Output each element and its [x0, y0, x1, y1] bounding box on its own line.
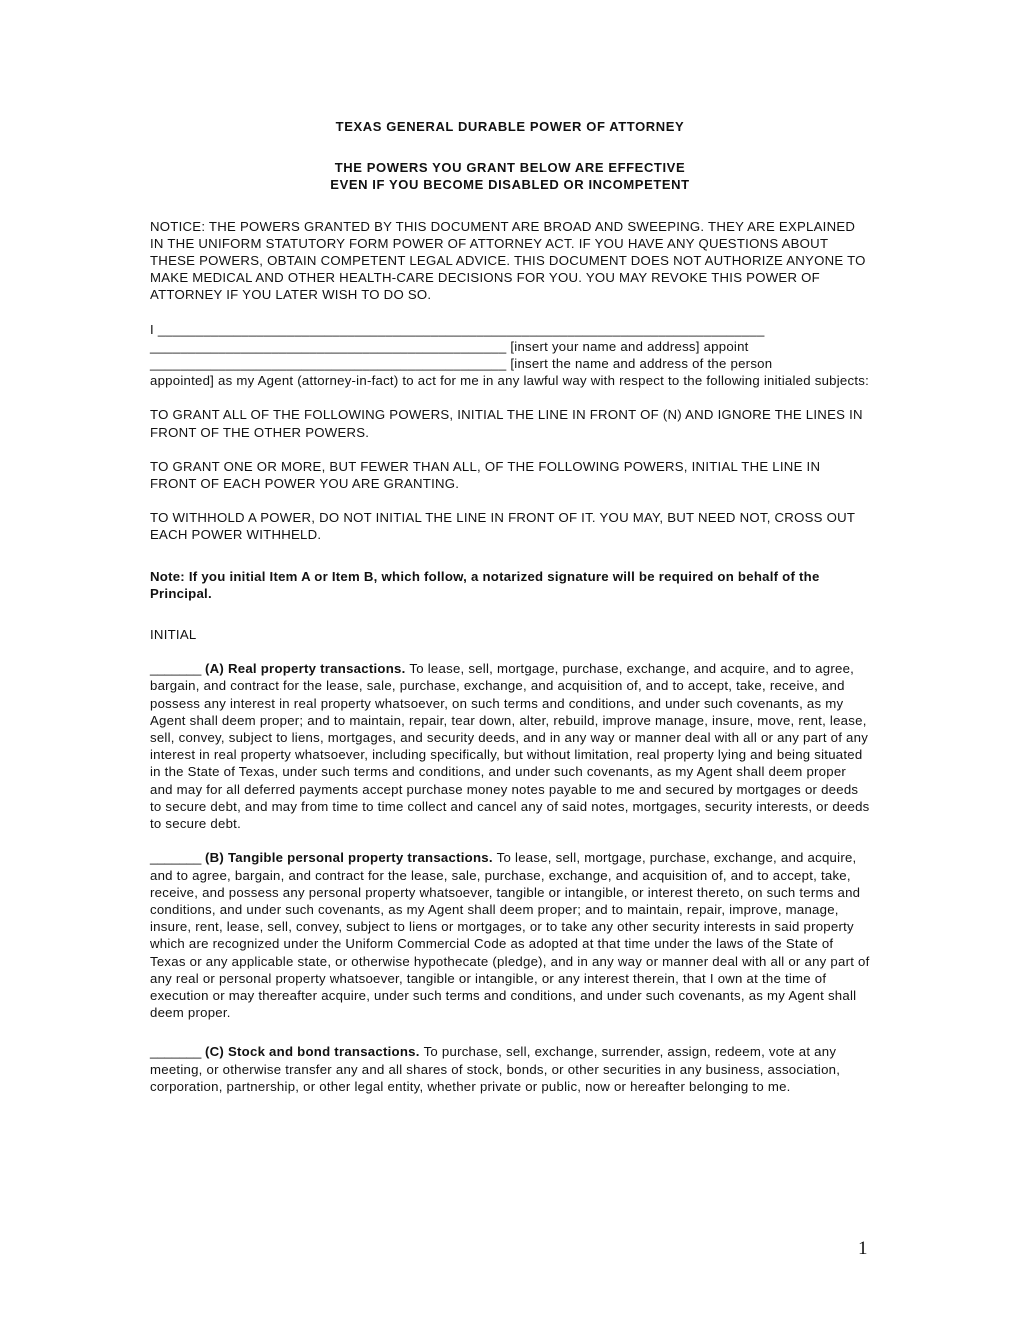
document-subtitle: [150, 159, 870, 193]
instruction-grant-all: TO GRANT ALL OF THE FOLLOWING POWERS, INITIAL THE LINE IN FRONT OF (N) AND IGNORE THE LINES IN FRONT OF THE OTHER POWERS.: [150, 407, 863, 440]
initial-label: INITIAL: [150, 627, 197, 643]
appointment-text: appointed] as my Agent (attorney-in-fact) to act for me in any lawful way with respect to the following initialed subjects:: [150, 373, 870, 389]
document-title: TEXAS GENERAL DURABLE POWER OF ATTORNEY: [335, 119, 685, 134]
item-a-heading: (A) Real property transactions.: [205, 661, 410, 677]
initial-blank-a: _______: [150, 661, 206, 677]
subtitle-line-2: EVEN IF YOU BECOME DISABLED OR INCOMPETENT: [330, 177, 690, 193]
item-b-body: To lease, sell, mortgage, purchase, exchange, and acquire, and to agree, bargain, and contract for the lease, sale, purchase, exchange, and acquisition of, and to accept, take, receive, and possess any personal property whatsoever, tangible or intangible, or interest thereto, on such terms and conditions, and under such covenants, as my Agent shall deem proper; and to maintain, repair, improve, manage, insure, rent, lease, sell, convey, subject to liens or mortgages, or to take any other security interests in said property which are recognized under the Uniform Commercial Code as adopted at that time under the laws of the State of Texas or any applicable state, or otherwise hypothecate (pledge), and in any way or manner deal with all or any part of any real or personal property whatsoever, tangible or intangible, or any interest therein, that I own at the time of execution or may thereafter acquire, under such terms and conditions, and under such covenants, as my Agent shall deem proper.: [150, 850, 870, 1021]
agent-name-line: _______________________________________________ [insert the name and address of the person: [150, 356, 773, 372]
item-c-heading: (C) Stock and bond transactions.: [205, 1044, 424, 1060]
item-b-personal-property: [150, 849, 870, 1021]
notice-paragraph: NOTICE: THE POWERS GRANTED BY THIS DOCUMENT ARE BROAD AND SWEEPING. THEY ARE EXPLAINED IN THE UNIFORM STATUTORY FORM POWER OF ATTORNEY ACT. IF YOU HAVE ANY QUESTIONS ABOUT THESE POWERS, OBTAIN COMPETENT LEGAL ADVICE. THIS DOCUMENT DOES NOT AUTHORIZE ANYONE TO MAKE MEDICAL AND OTHER HEALTH-CARE DECISIONS FOR YOU. YOU MAY REVOKE THIS POWER OF ATTORNEY IF YOU LATER WISH TO DO SO.: [150, 218, 866, 303]
instruction-grant-some: TO GRANT ONE OR MORE, BUT FEWER THAN ALL, OF THE FOLLOWING POWERS, INITIAL THE LINE IN FRONT OF EACH POWER YOU ARE GRANTING.: [150, 458, 821, 492]
item-c-body: To purchase, sell, exchange, surrender, assign, redeem, vote at any meeting, or otherwise transfer any and all shares of stock, bonds, or other securities in any business, association, corporation, partnership, or other legal entity, whether private or public, now or hereafter belonging to me.: [150, 1044, 841, 1094]
item-b-heading: (B) Tangible personal property transactions.: [205, 850, 497, 866]
subtitle-line-1: THE POWERS YOU GRANT BELOW ARE EFFECTIVE: [334, 160, 686, 176]
item-a-body: To lease, sell, mortgage, purchase, exchange, and acquire, and to agree, bargain, and contract for the lease, sale, purchase, exchange, and acquisition of, and to accept, take, receive, and possess any interest in real property whatsoever, on such terms and conditions, and under such covenants, as my Agent shall deem proper; and to maintain, repair, tear down, alter, rebuild, improve manage, insure, move, rent, lease, sell, convey, subject to liens, mortgages, and security deeds, and in any way or manner deal with all or any part of any interest in real property whatsoever, including specifically, but without limitation, real property lying and being situated in the State of Texas, under such terms and conditions, and under such covenants, as my Agent shall deem proper and may for all deferred payments accept purchase money notes payable to me and secured by mortgages or deeds to secure debt, and may from time to time collect and cancel any of said notes, mortgages, security interests, or deeds to secure debt.: [150, 661, 870, 832]
appointment-section: [150, 321, 870, 390]
principal-name-line: I ________________________________________________________________________________: [150, 321, 765, 337]
page-number: 1: [858, 1238, 868, 1259]
initial-blank-c: _______: [150, 1044, 206, 1060]
initial-blank-b: _______: [150, 850, 206, 866]
item-a-real-property: [150, 660, 870, 832]
item-c-stock-bond: [150, 1043, 870, 1095]
principal-address-line: _______________________________________________ [insert your name and address] appoint: [150, 338, 749, 354]
instruction-withhold: TO WITHHOLD A POWER, DO NOT INITIAL THE LINE IN FRONT OF IT. YOU MAY, BUT NEED NOT, CROSS OUT EACH POWER WITHHELD.: [150, 510, 855, 543]
notary-note: Note: If you initial Item A or Item B, which follow, a notarized signature will be required on behalf of the Principal.: [150, 568, 820, 601]
document-page: [150, 118, 870, 1112]
